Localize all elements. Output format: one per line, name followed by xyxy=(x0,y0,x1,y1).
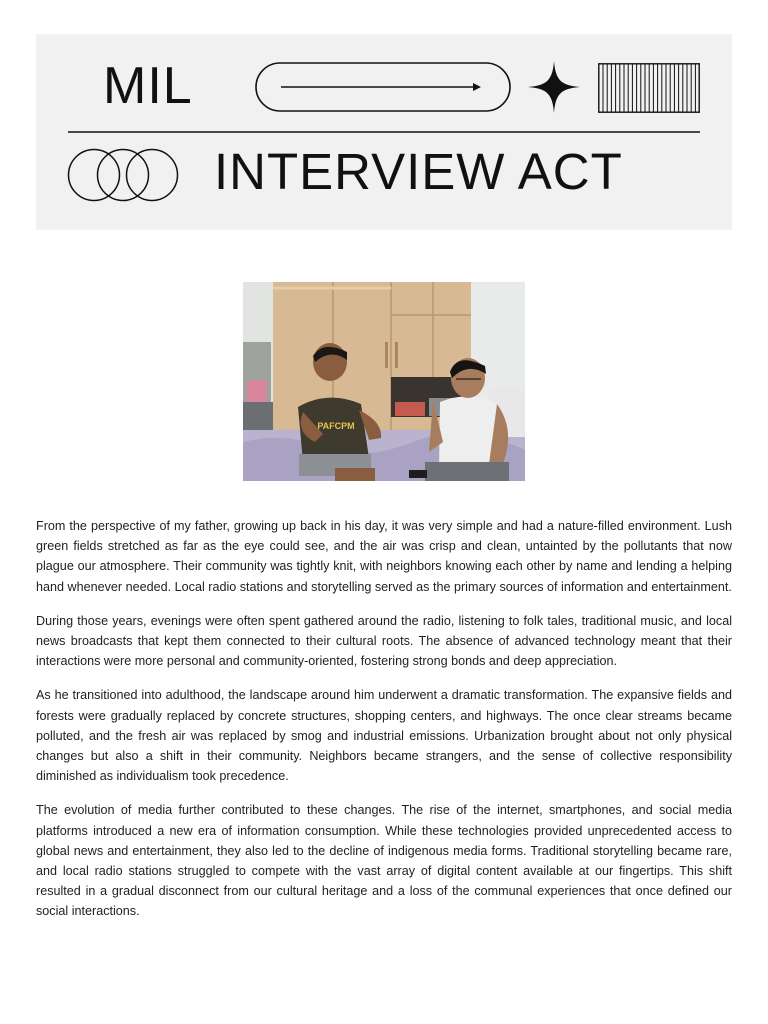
paragraph-4: The evolution of media further contributed to these changes. The rise of the internet, smartphones, and social media platforms introduced a new era of information consumption. While these technologies provided unprecedented access to global news and entertainment, they also led to the decline of indigenous media forms. Traditional storytelling became rare, and local radio stations struggled to compete with the vast array of digital content available at our fingertips. This shift resulted in a gradual disconnect from our cultural heritage and a loss of the communal experiences that once defined our social interactions. xyxy=(36,803,732,919)
interlocking-circles-icon xyxy=(67,148,179,202)
striped-box-icon xyxy=(598,63,700,113)
sparkle-star-icon xyxy=(528,61,580,113)
paragraph-2: During those years, evenings were often spent gathered around the radio, listening to folk tales, traditional music, and local news broadcasts that kept them connected to their cultural roots. The absence of advanced technology meant that their interactions were more personal and community-oriented, fostering strong bonds and deep appreciation. xyxy=(36,613,732,669)
title-mil: MIL xyxy=(103,57,193,115)
header-banner xyxy=(36,34,732,230)
paragraph-1: From the perspective of my father, growing up back in his day, it was very simple and had a nature-filled environment. Lush green fields stretched as far as the eye could see, and the air was crisp and clean, untainted by the pollutants that now plague our atmosphere. Their community was tightly knit, with neighbors knowing each other by name and lending a helping hand whenever needed. Local radio stations and storytelling served as the primary sources of information and entertainment. xyxy=(36,519,732,594)
paragraph-3: As he transitioned into adulthood, the landscape around him underwent a dramatic transformation. The expansive fields and forests were gradually replaced by concrete structures, shopping centers, and highways. The once clear streams became polluted, and the fresh air was replaced by smog and industrial emissions. Urbanization brought about not only physical changes but also a shift in their community. Neighbors became strangers, and the sense of collective responsibility diminished as individualism took precedence. xyxy=(36,688,732,784)
shirt-print-text: PAFCPM xyxy=(317,421,355,431)
title-interview-act: INTERVIEW ACT xyxy=(214,143,623,200)
interview-photo xyxy=(243,282,525,481)
header-divider xyxy=(68,130,700,134)
body-text xyxy=(36,516,732,936)
arrow-pill-icon xyxy=(255,62,511,112)
